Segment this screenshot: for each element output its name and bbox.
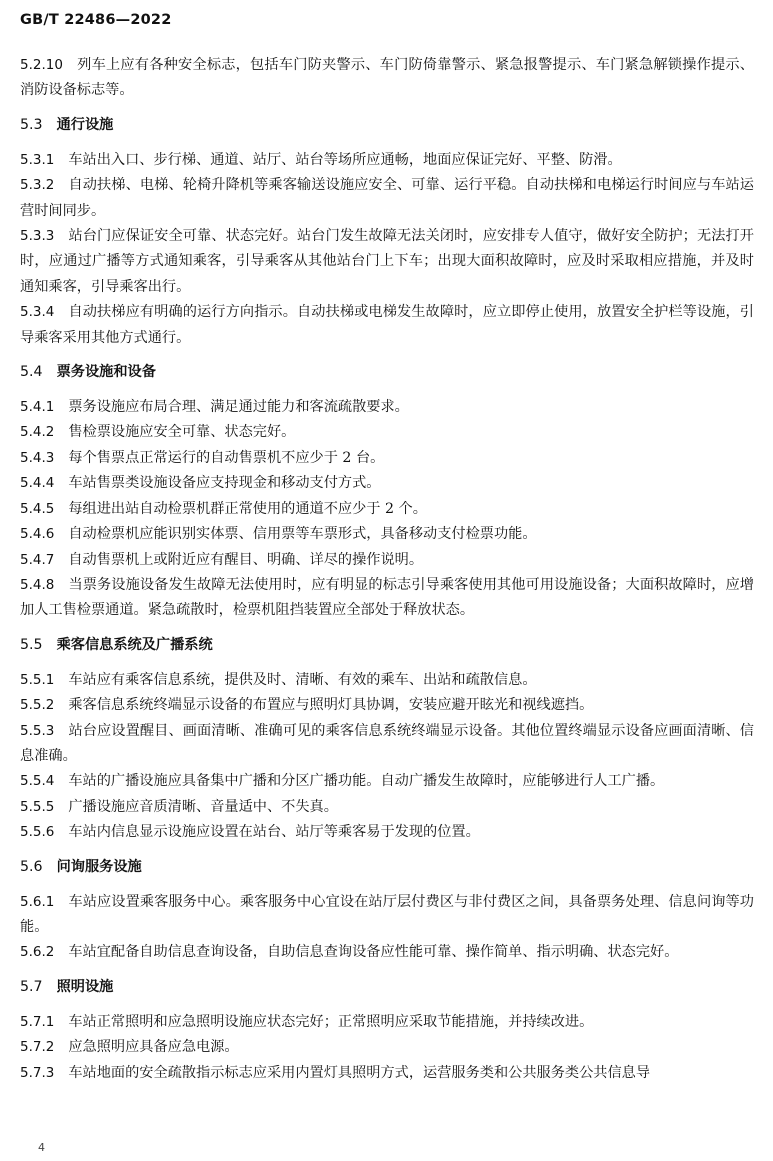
clause-text: 自动扶梯、电梯、轮椅升降机等乘客输送设施应安全、可靠、运行平稳。自动扶梯和电梯运行时间应与车站运营时间同步。: [20, 177, 754, 219]
clause-number: 5.5.4: [20, 773, 55, 790]
clause-paragraph: [20, 471, 754, 496]
section-number: 5.7: [20, 978, 43, 995]
clause-paragraph: [20, 693, 754, 718]
clause-text: 列车上应有各种安全标志，包括车门防夹警示、车门防倚靠警示、紧急报警提示、车门紧急解锁操作提示、消防设备标志等。: [20, 57, 754, 99]
section-heading: [20, 975, 754, 1000]
clause-number: 5.4.8: [20, 576, 55, 593]
clause-number: 5.5.2: [20, 697, 55, 714]
clause-text: 当票务设施设备发生故障无法使用时，应有明显的标志引导乘客使用其他可用设施设备；大面积故障时，应增加人工售检票通道。紧急疏散时，检票机阻挡装置应全部处于释放状态。: [20, 576, 754, 619]
section-title: 问询服务设施: [56, 858, 142, 875]
clause-text: 广播设施应音质清晰、音量适中、不失真。: [68, 798, 338, 815]
standard-id-header: GB/T 22486—2022: [20, 12, 172, 28]
clause-text: 应急照明应具备应急电源。: [68, 1039, 239, 1056]
clause-paragraph: [20, 719, 754, 770]
clause-text: 每组进出站自动检票机群正常使用的通道不应少于 2 个。: [68, 500, 427, 517]
clause-number: 5.4.3: [20, 449, 55, 466]
clause-number: 5.3.2: [20, 177, 55, 194]
clause-number: 5.4.4: [20, 475, 55, 492]
section-heading: [20, 360, 754, 385]
section-number: 5.5: [20, 636, 43, 653]
clause-text: 每个售票点正常运行的自动售票机不应少于 2 台。: [68, 449, 385, 466]
clause-paragraph: [20, 173, 754, 224]
clause-text: 票务设施应布局合理、满足通过能力和客流疏散要求。: [68, 399, 409, 416]
clause-number: 5.5.6: [20, 824, 55, 841]
clause-number: 5.6.2: [20, 944, 55, 961]
clause-paragraph: [20, 548, 754, 573]
clause-paragraph: [20, 224, 754, 300]
clause-number: 5.6.1: [20, 893, 55, 910]
clause-paragraph: [20, 668, 754, 693]
section-heading: [20, 113, 754, 138]
clause-paragraph: [20, 420, 754, 445]
clause-text: 车站的广播设施应具备集中广播和分区广播功能。自动广播发生故障时，应能够进行人工广播。: [68, 773, 665, 790]
clause-text: 自动检票机应能识别实体票、信用票等车票形式，具备移动支付检票功能。: [68, 526, 537, 543]
clause-paragraph: [20, 53, 754, 104]
clause-number: 5.4.6: [20, 526, 55, 543]
clause-paragraph: [20, 820, 754, 845]
clause-paragraph: [20, 940, 754, 965]
clause-paragraph: [20, 1035, 754, 1060]
clause-paragraph: [20, 395, 754, 420]
section-heading: [20, 855, 754, 880]
clause-paragraph: [20, 890, 754, 941]
clause-text: 车站内信息显示设施应设置在站台、站厅等乘客易于发现的位置。: [68, 824, 480, 841]
clause-text: 车站正常照明和应急照明设施应状态完好；正常照明应采取节能措施，并持续改进。: [68, 1013, 594, 1030]
section-title: 照明设施: [56, 978, 114, 995]
clause-text: 车站地面的安全疏散指示标志应采用内置灯具照明方式，运营服务类和公共服务类公共信息导: [68, 1064, 651, 1081]
clause-text: 自动扶梯应有明确的运行方向指示。自动扶梯或电梯发生故障时，应立即停止使用，放置安全护栏等设施，引导乘客采用其他方式通行。: [20, 304, 754, 346]
clause-number: 5.5.5: [20, 798, 55, 815]
clause-number: 5.2.10: [20, 57, 63, 73]
clause-text: 站台门应保证安全可靠、状态完好。站台门发生故障无法关闭时，应安排专人值守，做好安全防护；无法打开时，应通过广播等方式通知乘客，引导乘客从其他站台门上下车；出现大面积故障时，应及时采取相应措施，并及时通知乘客，引导乘客出行。: [20, 228, 754, 295]
page-number: 4: [38, 1141, 45, 1154]
clause-number: 5.3.1: [20, 151, 55, 168]
clause-paragraph: [20, 573, 754, 624]
section-heading: [20, 633, 754, 658]
clause-number: 5.4.1: [20, 399, 55, 416]
clause-paragraph: [20, 769, 754, 794]
clause-text: 车站出入口、步行梯、通道、站厅、站台等场所应通畅，地面应保证完好、平整、防滑。: [68, 151, 622, 168]
clause-paragraph: [20, 497, 754, 522]
clause-text: 乘客信息系统终端显示设备的布置应与照明灯具协调，安装应避开眩光和视线遮挡。: [68, 697, 594, 714]
clause-number: 5.4.2: [20, 424, 55, 441]
clause-paragraph: [20, 300, 754, 351]
clause-number: 5.5.1: [20, 671, 55, 688]
section-number: 5.4: [20, 364, 43, 381]
section-number: 5.6: [20, 858, 43, 875]
clause-paragraph: [20, 795, 754, 820]
clause-text: 站台应设置醒目、画面清晰、准确可见的乘客信息系统终端显示设备。其他位置终端显示设备应画面清晰、信息准确。: [20, 722, 754, 764]
clause-number: 5.7.3: [20, 1064, 55, 1081]
clause-paragraph: [20, 148, 754, 173]
section-title: 票务设施和设备: [56, 364, 156, 381]
section-number: 5.3: [20, 116, 43, 133]
clause-paragraph: [20, 1010, 754, 1035]
clause-number: 5.3.4: [20, 304, 55, 321]
clause-number: 5.5.3: [20, 722, 55, 739]
clause-paragraph: [20, 1061, 754, 1086]
clause-text: 车站宜配备自助信息查询设备，自助信息查询设备应性能可靠、操作简单、指示明确、状态完好。: [68, 944, 679, 961]
section-title: 乘客信息系统及广播系统: [56, 636, 213, 653]
clause-number: 5.4.5: [20, 500, 55, 517]
section-title: 通行设施: [56, 116, 114, 133]
clause-text: 自动售票机上或附近应有醒目、明确、详尽的操作说明。: [68, 551, 424, 568]
clause-number: 5.7.1: [20, 1013, 55, 1030]
clause-paragraph: [20, 446, 754, 471]
clause-text: 车站应有乘客信息系统，提供及时、清晰、有效的乘车、出站和疏散信息。: [68, 671, 537, 688]
clause-paragraph: [20, 522, 754, 547]
clause-text: 售检票设施应安全可靠、状态完好。: [68, 424, 296, 441]
clause-number: 5.7.2: [20, 1039, 55, 1056]
clause-number: 5.3.3: [20, 228, 55, 245]
clause-text: 车站售票类设施设备应支持现金和移动支付方式。: [68, 475, 381, 492]
document-body: [20, 53, 754, 1086]
clause-text: 车站应设置乘客服务中心。乘客服务中心宜设在站厅层付费区与非付费区之间，具备票务处理、信息问询等功能。: [20, 893, 754, 935]
clause-number: 5.4.7: [20, 551, 55, 568]
